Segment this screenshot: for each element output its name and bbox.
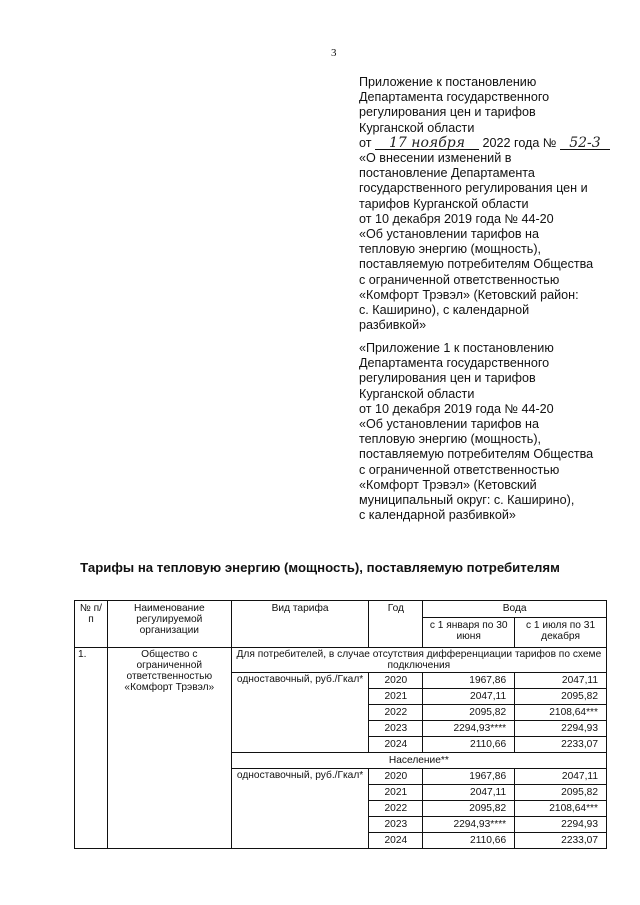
subject-line: государственного регулирования цен и [359, 181, 588, 196]
subject-line: «Комфорт Трэвэл» (Кетовский район: [359, 287, 579, 302]
year-cell: 2021 [369, 689, 423, 705]
value-cell: 2110,66 [423, 833, 515, 849]
year-cell: 2024 [369, 737, 423, 753]
header-water: Вода [423, 601, 607, 618]
appendix-1-line: Курганской области [359, 386, 475, 401]
subject-line: «О внесении изменений в [359, 151, 512, 166]
header-period-1: с 1 января по 30 июня [423, 618, 515, 648]
table-header-row [75, 601, 607, 618]
value-cell: 2294,93**** [423, 721, 515, 737]
handwritten-number: 52-3 [560, 137, 610, 150]
value-cell: 2233,07 [515, 833, 607, 849]
value-cell: 2047,11 [423, 689, 515, 705]
appendix-1-line: Департамента государственного [359, 356, 550, 371]
value-cell: 1967,86 [423, 769, 515, 785]
subject-line: от 10 декабря 2019 года № 44-20 [359, 211, 554, 226]
value-cell: 2095,82 [423, 801, 515, 817]
header-year: Год [369, 601, 423, 648]
value-cell: 2047,11 [515, 769, 607, 785]
year-cell: 2021 [369, 785, 423, 801]
tariff-type-cell: одноставочный, руб./Гкал* [231, 673, 369, 753]
year-cell: 2024 [369, 833, 423, 849]
tariff-type-cell: одноставочный, руб./Гкал* [231, 769, 369, 849]
page-number: 3 [331, 47, 337, 59]
section-row [75, 648, 607, 673]
year-cell: 2020 [369, 769, 423, 785]
appendix-line: Департамента государственного [359, 90, 550, 105]
value-cell: 2108,64*** [515, 801, 607, 817]
subject-line: тарифов Курганской области [359, 196, 529, 211]
appendix-line: Приложение к постановлению [359, 75, 537, 89]
handwritten-date: 17 ноября [375, 137, 479, 150]
year-text: 2022 года № [482, 135, 557, 150]
appendix-1-block [359, 341, 629, 523]
value-cell: 2108,64*** [515, 705, 607, 721]
year-cell: 2023 [369, 817, 423, 833]
appendix-1-line: «Об установлении тарифов на [359, 417, 540, 432]
decree-date-line [359, 136, 629, 151]
appendix-1-line: «Приложение 1 к постановлению [359, 341, 554, 355]
value-cell: 1967,86 [423, 673, 515, 689]
value-cell: 2294,93 [515, 721, 607, 737]
subject-line: поставляемую потребителям Общества [359, 257, 594, 272]
tariff-table [74, 600, 607, 849]
subject-line: с ограниченной ответственностью [359, 272, 560, 287]
row-number: 1. [75, 648, 108, 849]
subject-line: разбивкой» [359, 318, 427, 333]
section-label: Для потребителей, в случае отсутствия дифференциации тарифов по схеме подключения [231, 648, 606, 673]
header-period-2: с 1 июля по 31 декабря [515, 618, 607, 648]
section-label: Население** [231, 753, 606, 769]
subject-line: «Об установлении тарифов на [359, 227, 540, 242]
appendix-1-line: муниципальный округ: с. Каширино), [359, 493, 575, 508]
value-cell: 2110,66 [423, 737, 515, 753]
appendix-line: регулирования цен и тарифов [359, 105, 536, 120]
appendix-1-line: с ограниченной ответственностью [359, 462, 560, 477]
value-cell: 2095,82 [515, 689, 607, 705]
value-cell: 2294,93 [515, 817, 607, 833]
org-name: Общество с ограниченной ответственностью «Комфорт Трэвэл» [107, 648, 231, 849]
value-cell: 2047,11 [423, 785, 515, 801]
value-cell: 2233,07 [515, 737, 607, 753]
header-num: № п/п [75, 601, 108, 648]
value-cell: 2294,93**** [423, 817, 515, 833]
header-tariff-type: Вид тарифа [231, 601, 369, 648]
appendix-1-line: «Комфорт Трэвэл» (Кетовский [359, 477, 537, 492]
value-cell: 2047,11 [515, 673, 607, 689]
table-title: Тарифы на тепловую энергию (мощность), поставляемую потребителям [80, 560, 560, 575]
value-cell: 2095,82 [515, 785, 607, 801]
subject-line: тепловую энергию (мощность), [359, 242, 542, 257]
appendix-1-line: регулирования цен и тарифов [359, 371, 536, 386]
year-cell: 2020 [369, 673, 423, 689]
year-cell: 2023 [369, 721, 423, 737]
value-cell: 2095,82 [423, 705, 515, 721]
subject-line: с. Каширино), с календарной [359, 303, 530, 318]
appendix-1-line: тепловую энергию (мощность), [359, 432, 542, 447]
appendix-line: Курганской области [359, 120, 475, 135]
subject-line: постановление Департамента [359, 166, 535, 181]
appendix-1-line: с календарной разбивкой» [359, 508, 516, 523]
appendix-header [359, 75, 629, 333]
appendix-1-line: от 10 декабря 2019 года № 44-20 [359, 401, 554, 416]
appendix-1-line: поставляемую потребителям Общества [359, 447, 594, 462]
date-prefix: от [359, 135, 372, 150]
year-cell: 2022 [369, 801, 423, 817]
header-org: Наименование регулируемой организации [107, 601, 231, 648]
year-cell: 2022 [369, 705, 423, 721]
